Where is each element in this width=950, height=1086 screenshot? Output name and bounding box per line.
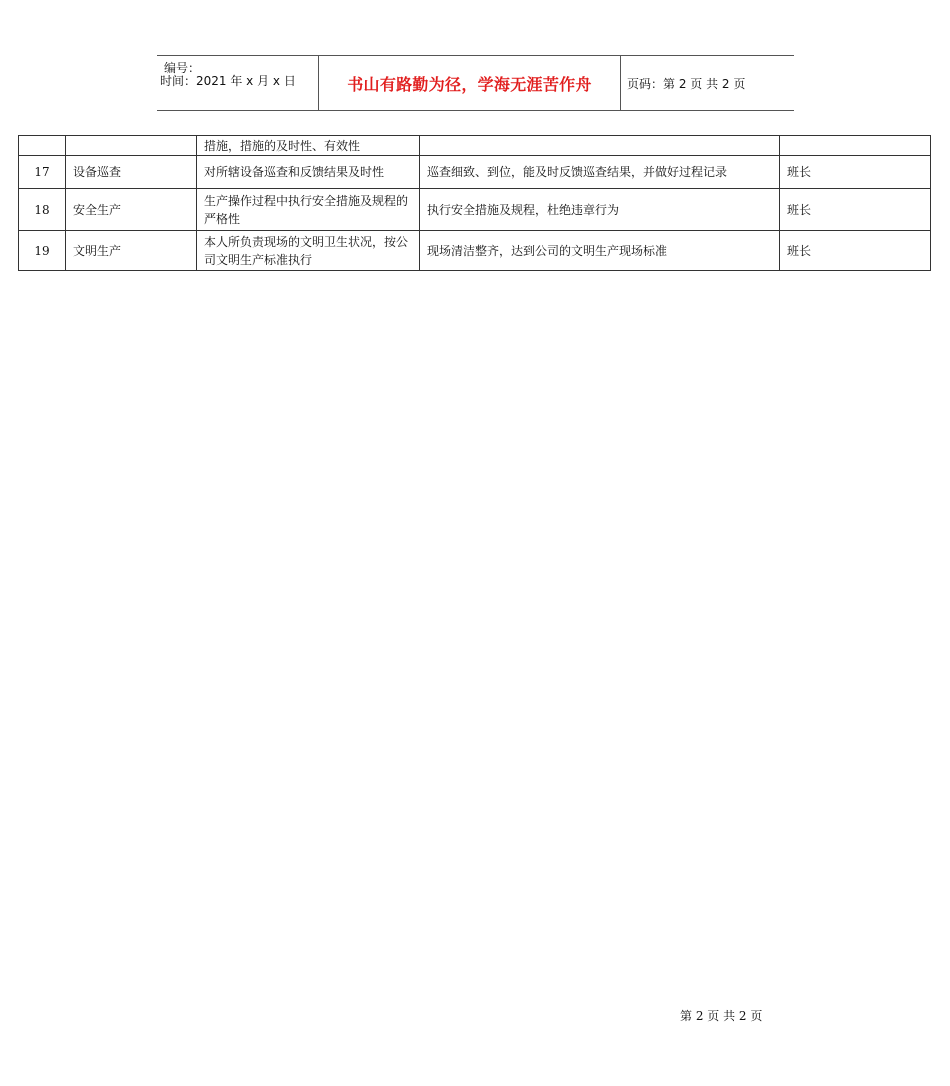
table-row (19, 231, 931, 271)
row-item: 安全生产 (66, 189, 197, 231)
table-row (19, 156, 931, 189)
row-owner (780, 136, 931, 156)
row-content: 本人所负责现场的文明卫生状况，按公司文明生产标准执行 (197, 231, 420, 271)
page-footer: 第 2 页 共 2 页 (680, 1009, 763, 1023)
table-row (19, 189, 931, 231)
row-content: 对所辖设备巡查和反馈结果及时性 (197, 156, 420, 189)
row-number: 17 (19, 156, 66, 189)
row-owner: 班长 (780, 156, 931, 189)
document-header (157, 55, 794, 111)
row-number: 18 (19, 189, 66, 231)
row-item (66, 136, 197, 156)
document-number-label: 编号： (164, 61, 201, 75)
row-number (19, 136, 66, 156)
row-content: 生产操作过程中执行安全措施及规程的严格性 (197, 189, 420, 231)
row-item: 文明生产 (66, 231, 197, 271)
table-row (19, 136, 931, 156)
page-code: 页码：第 2 页 共 2 页 (627, 76, 746, 91)
duty-table (18, 135, 931, 271)
row-item: 设备巡查 (66, 156, 197, 189)
header-motto-cell (318, 56, 621, 110)
row-standard: 执行安全措施及规程，杜绝违章行为 (420, 189, 780, 231)
row-owner: 班长 (780, 231, 931, 271)
motto-text: 书山有路勤为径，学海无涯苦作舟 (347, 74, 592, 94)
header-page-cell (627, 56, 794, 110)
row-standard: 巡查细致、到位，能及时反馈巡查结果，并做好过程记录 (420, 156, 780, 189)
row-standard (420, 136, 780, 156)
document-time-label: 时间：2021 年 x 月 x 日 (160, 74, 296, 88)
row-number: 19 (19, 231, 66, 271)
row-standard: 现场清洁整齐，达到公司的文明生产现场标准 (420, 231, 780, 271)
row-owner: 班长 (780, 189, 931, 231)
header-info (157, 56, 317, 110)
row-content: 措施，措施的及时性、有效性 (197, 136, 420, 156)
